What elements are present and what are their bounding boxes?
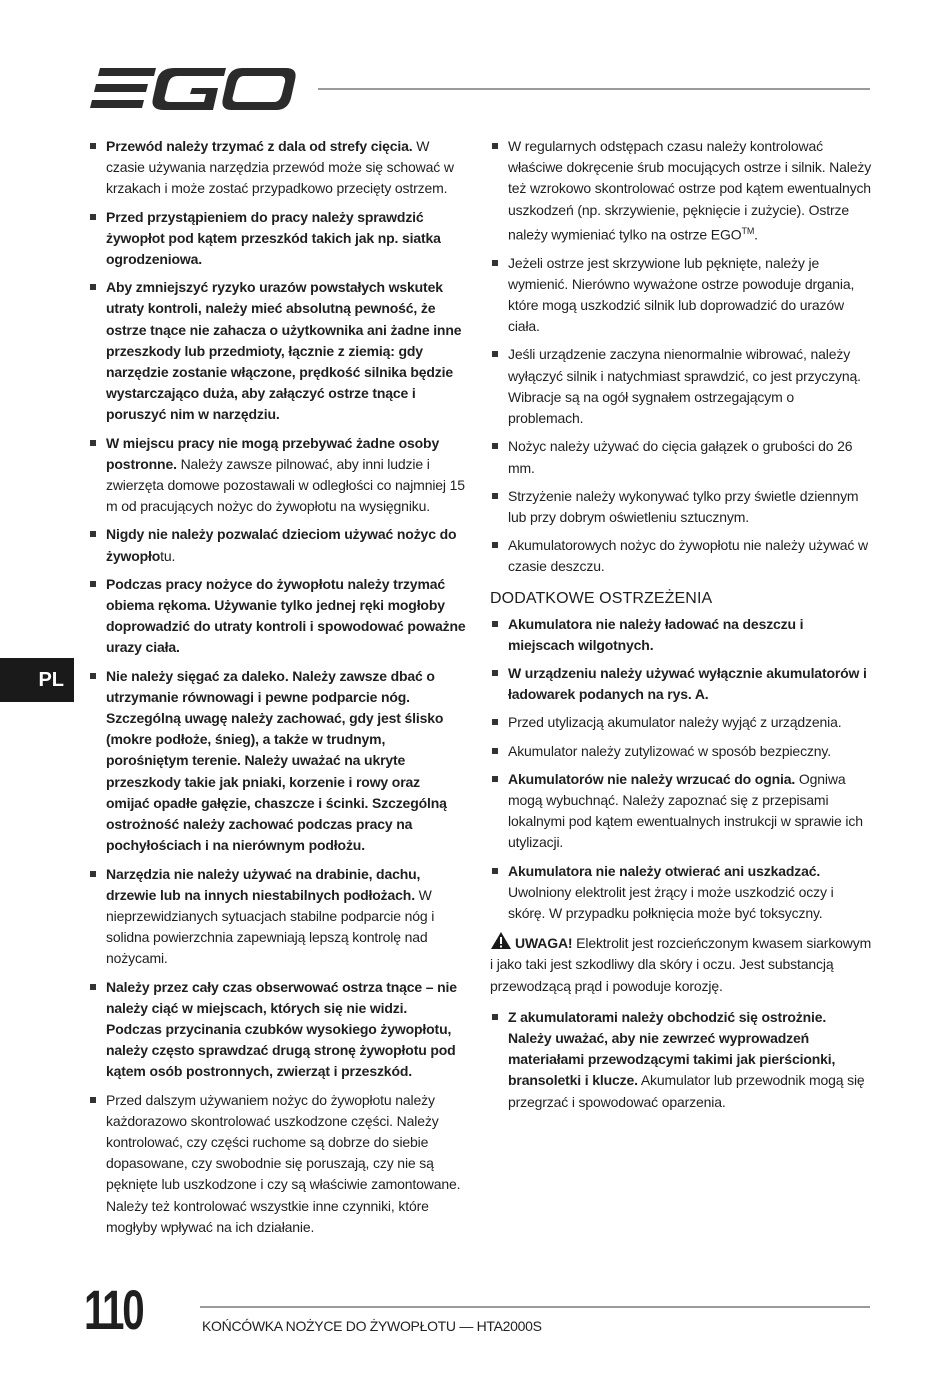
item-text: Przed utylizacją akumulator należy wyjąć z urządzenia.: [508, 714, 842, 731]
item-text: Akumulator należy zutylizować w sposób bezpieczny.: [508, 742, 831, 759]
list-item: [88, 666, 466, 857]
item-text: Nożyc należy używać do cięcia gałązek o grubości do 26 mm.: [508, 438, 853, 476]
list-item: [88, 1090, 466, 1238]
item-bold: Przed przystąpieniem do pracy należy sprawdzić żywopłot pod kątem przeszkód takich jak np. siatka ogrodzeniowa.: [106, 208, 441, 268]
item-bold: Aby zmniejszyć ryzyko urazów powstałych wskutek utraty kontroli, należy mieć absolutną pewność, że ostrze tnące nie zahacza o użytkownika ani żadne inne przeszkody lub przedmioty, łącznie z ziemią: gdy narzędzie zostanie włączone, prędkość silnika będzie wystarczająco duża, aby załączyć ostrze tnące i poruszyć nim w narzędziu.: [106, 279, 462, 423]
list-item: [490, 861, 872, 925]
list-item: [490, 344, 872, 429]
language-tab: PL: [0, 658, 74, 702]
page-number: 110: [84, 1278, 143, 1341]
item-tail: .: [754, 226, 758, 243]
item-bold: Nigdy nie należy pozwalać dzieciom używać nożyc do żywopło: [106, 526, 457, 564]
item-text: Strzyżenie należy wykonywać tylko przy świetle dziennym lub przy dobrym oświetleniu sztucznym.: [508, 487, 859, 525]
additional-bullet-list: [490, 614, 872, 925]
list-item: [490, 741, 872, 762]
list-item: [490, 486, 872, 528]
right-column: [490, 136, 872, 1120]
item-bold: Narzędzia nie należy używać na drabinie, dachu, drzewie lub na innych niestabilnych podłożach.: [106, 865, 421, 903]
warning-text: Elektrolit jest rozcieńczonym kwasem siarkowym i jako taki jest szkodliwy dla skóry i oczu. Jest substancją przewodzącą prąd i powoduje korozję.: [490, 935, 872, 994]
warning-triangle-icon: [490, 931, 512, 950]
final-bullet-list: [490, 1007, 872, 1113]
item-text: W nieprzewidzianych sytuacjach stabilne podparcie nóg i solidna powierzchnia zapewniają lepszą kontrolę nad nożycami.: [106, 886, 435, 967]
list-item: [88, 277, 466, 425]
list-item: [490, 1007, 872, 1113]
section-heading: DODATKOWE OSTRZEŻENIA: [490, 589, 713, 607]
item-text: W regularnych odstępach czasu należy kontrolować właściwe dokręcenie śrub mocujących ostrze i silnik. Należy też wzrokowo skontrolować ostrze pod kątem ewentualnych uszkodzeń (np. skrzywienie, pęknięcie i zużycie). Ostrze należy wymieniać tylko na ostrze EGO: [508, 138, 872, 243]
warning-paragraph: [490, 931, 872, 997]
list-item: [490, 436, 872, 478]
item-text: tu.: [160, 547, 176, 564]
list-item: [490, 614, 872, 656]
item-bold: Akumulatorów nie należy wrzucać do ognia.: [508, 770, 796, 787]
footer-title: KOŃCÓWKA NOŻYCE DO ŻYWOPŁOTU — HTA2000S: [202, 1318, 542, 1334]
item-bold: W urządzeniu należy używać wyłącznie akumulatorów i ładowarek podanych na rys. A.: [508, 664, 867, 703]
ego-logo: [86, 64, 298, 114]
right-bullet-list: [490, 136, 872, 578]
item-bold: Z akumulatorami należy obchodzić się ostrożnie. Należy uważać, aby nie zewrzeć wyprowadzeń materiałami przewodzącymi takimi jak pierścionki, bransoletki i klucze.: [508, 1008, 836, 1089]
item-text: Jeśli urządzenie zaczyna nienormalnie wibrować, należy wyłączyć silnik i natychmiast sprawdzić, co jest przyczyną. Wibracje są na ogół sygnałem ostrzegającym o problemach.: [508, 346, 861, 427]
list-item: [88, 977, 466, 1083]
item-text: Należy zawsze pilnować, aby inni ludzie i zwierzęta domowe pozostawali w odległości co najmniej 15 m od pracujących nożyc do żywopłotu na wysięgniku.: [106, 455, 465, 515]
item-bold: Przewód należy trzymać z dala od strefy cięcia.: [106, 138, 413, 154]
trademark-mark: TM: [741, 225, 755, 236]
item-text: Przed dalszym używaniem nożyc do żywopłotu należy każdorazowo skontrolować uszkodzone części. Należy kontrolować, czy części ruchome są dobrze do siebie dopasowane, czy swobodnie się poruszają, czy nie są pęknięte lub uszkodzone i czy są właściwie zamontowane. Należy też kontrolować wszystkie inne czynniki, które mogłyby wpływać na ich działanie.: [106, 1091, 461, 1235]
item-bold: Akumulatora nie należy otwierać ani uszkadzać.: [508, 862, 821, 879]
list-item: [490, 769, 872, 854]
left-column: [88, 136, 466, 1245]
list-item: [490, 535, 872, 577]
item-text: Ogniwa mogą wybuchnąć. Należy zapoznać się z przepisami lokalnymi pod kątem ewentualnych instrukcji w sprawie ich utylizacji.: [508, 770, 863, 851]
list-item: [88, 524, 466, 566]
item-bold: Nie należy sięgać za daleko. Należy zawsze dbać o utrzymanie równowagi i pewne podparcie nóg. Szczególną uwagę należy zachować, gdy jest ślisko (mokre podłoże, śnieg), a także w trudnym, porośniętym terenie. Należy uważać na ukryte przeszkody takie jak pniaki, korzenie i rowy oraz omijać opadłe gałęzie, chaszcze i ścinki. Szczególną ostrożność należy zachować podczas pracy na pochyłościach i na nierównym podłożu.: [106, 667, 447, 854]
header-rule: [318, 88, 870, 90]
left-bullet-list: [88, 136, 466, 1238]
item-bold: Należy przez cały czas obserwować ostrza tnące – nie należy ciąć w miejscach, których się nie widzi. Podczas przycinania czubków wysokiego żywopłotu, należy często sprawdzać drugą stronę żywopłotu pod kątem osób postronnych, zwierząt i przeszkód.: [106, 978, 457, 1080]
warning-label: UWAGA!: [515, 935, 573, 952]
list-item: [88, 433, 466, 518]
item-text: Uwolniony elektrolit jest żrący i może uszkodzić oczy i skórę. W przypadku połknięcia może być toksyczny.: [508, 883, 834, 921]
item-text: Akumulator lub przewodnik mogą się przegrzać i spowodować oparzenia.: [508, 1072, 865, 1110]
list-item: [88, 207, 466, 271]
list-item: [490, 712, 872, 733]
list-item: [88, 864, 466, 970]
footer-rule: [200, 1306, 870, 1308]
item-text: W czasie używania narzędzia przewód może się schować w krzakach i może zostać przypadkowo przecięty ostrzem.: [106, 138, 454, 197]
item-text: Jeżeli ostrze jest skrzywione lub pęknięte, należy je wymienić. Nierówno wyważone ostrze powoduje drgania, które mogą uszkodzić silnik lub doprowadzić do urazów ciała.: [508, 254, 855, 335]
list-item: [490, 253, 872, 338]
item-bold: W miejscu pracy nie mogą przebywać żadne osoby postronne.: [106, 434, 440, 472]
item-bold: Podczas pracy nożyce do żywopłotu należy trzymać obiema rękoma. Używanie tylko jednej ręki mogłoby doprowadzić do utraty kontroli i spowodować poważne urazy ciała.: [106, 575, 466, 656]
list-item: [490, 663, 872, 705]
item-bold: Akumulatora nie należy ładować na deszczu i miejscach wilgotnych.: [508, 615, 804, 653]
item-text: Akumulatorowych nożyc do żywopłotu nie należy używać w czasie deszczu.: [508, 537, 868, 575]
list-item: [88, 136, 466, 200]
list-item: [88, 574, 466, 659]
list-item: [490, 136, 872, 246]
